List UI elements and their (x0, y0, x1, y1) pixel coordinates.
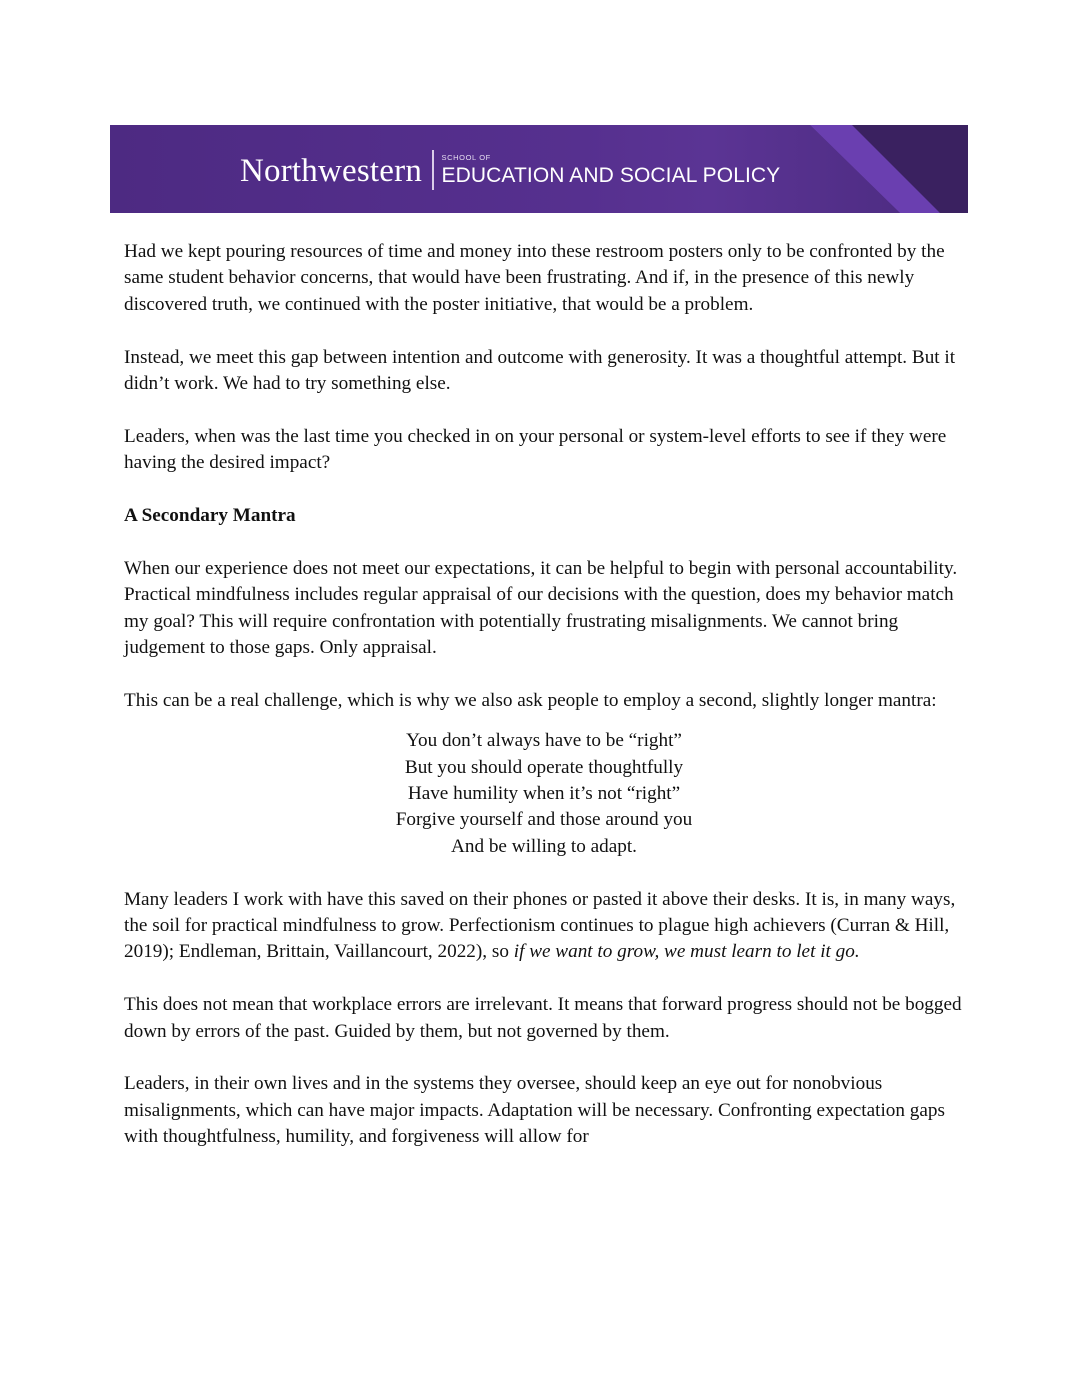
paragraph: Leaders, when was the last time you checked in on your personal or system-level efforts to see if they were having the desired impact? (124, 425, 947, 474)
poem-line: Have humility when it’s not “right” (407, 783, 681, 805)
poem-line: Forgive yourself and those around you (395, 809, 693, 831)
school-name (442, 154, 781, 186)
emphasis-text: if we want to grow, we must learn to let it go. (513, 941, 860, 963)
brand-divider (432, 150, 434, 190)
school-title: EDUCATION AND SOCIAL POLICY (441, 163, 781, 187)
paragraph: Instead, we meet this gap between intention and outcome with generosity. It was a thoughtful attempt. But it didn’t work. We had to try something else. (124, 346, 956, 395)
brand-name: Northwestern (240, 152, 423, 189)
poem-line: And be willing to adapt. (451, 835, 637, 857)
paragraph-text: Many leaders I work with have this saved on their phones or pasted it above their desks. It is, in many ways, the soil for practical mindfulness to grow. Perfectionism continues to plague high achievers (Curran & Hill, 2019); Endleman, Brittain, Vaillancourt, 2022), so (124, 888, 956, 963)
section-heading: A Secondary Mantra (124, 505, 296, 527)
poem-line: But you should operate thoughtfully (404, 756, 684, 778)
mantra-poem (124, 714, 964, 860)
paragraph (124, 887, 964, 966)
paragraph: Leaders, in their own lives and in the systems they oversee, should keep an eye out for nonobvious misalignments, which can have major impacts. Adaptation will be necessary. Confronting expectation gaps with thoughtfulness, humility, and forgiveness will allow for (124, 1073, 945, 1148)
paragraph: Had we kept pouring resources of time and money into these restroom posters only to be confronted by the same student behavior concerns, that would have been frustrating. And if, in the presence of this newly discovered truth, we continued with the poster initiative, that would be a problem. (124, 241, 945, 315)
paragraph: This can be a real challenge, which is why we also ask people to employ a second, slightly longer mantra: (124, 689, 937, 711)
brand-lockup (240, 141, 780, 199)
poem-line: You don’t always have to be “right” (406, 730, 682, 752)
paragraph: This does not mean that workplace errors are irrelevant. It means that forward progress should not be bogged down by errors of the past. Guided by them, but not governed by them. (124, 994, 962, 1042)
document-body (124, 239, 964, 1177)
paragraph: When our experience does not meet our expectations, it can be helpful to begin with personal accountability. Practical mindfulness includes regular appraisal of our decisions with the question, does my behavior match my goal? This will require confrontation with potentially frustrating misalignments. We cannot bring judgement to those gaps. Only appraisal. (124, 557, 958, 659)
header-banner (110, 125, 968, 213)
school-of-label: SCHOOL OF (441, 153, 491, 163)
